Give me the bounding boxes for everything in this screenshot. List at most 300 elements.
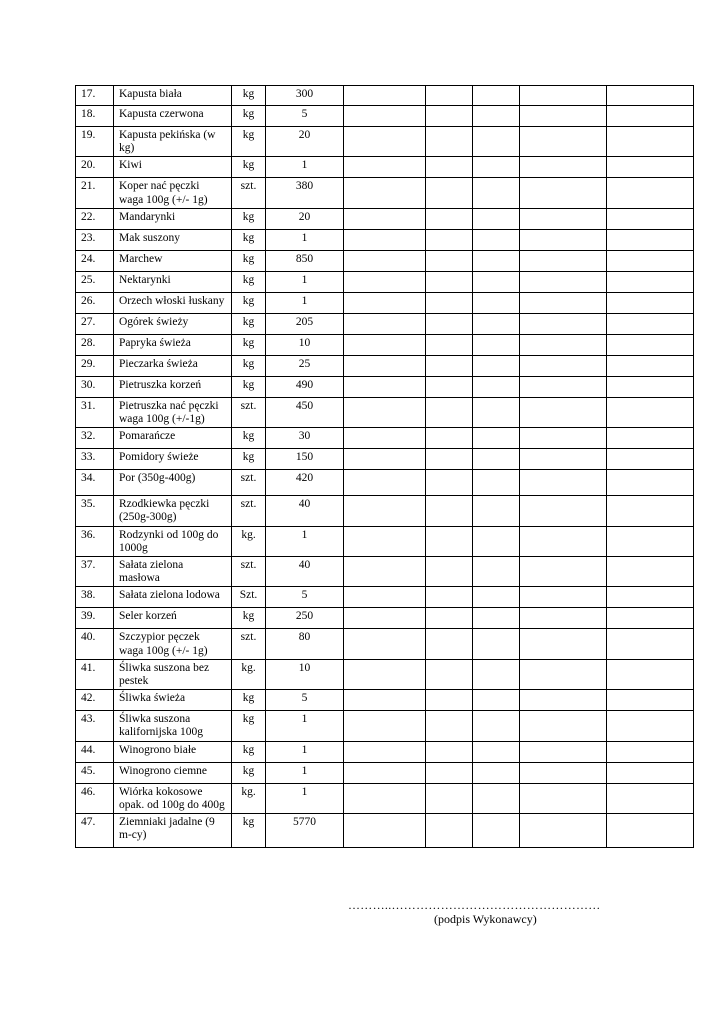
empty-cell — [344, 762, 426, 783]
row-number: 21. — [76, 178, 114, 208]
quantity: 20 — [266, 208, 344, 229]
empty-cell — [607, 470, 694, 496]
quantity: 150 — [266, 449, 344, 470]
empty-cell — [426, 470, 473, 496]
row-number: 29. — [76, 355, 114, 376]
unit-of-measure: kg — [232, 86, 266, 106]
quantity: 450 — [266, 397, 344, 427]
unit-of-measure: kg — [232, 208, 266, 229]
empty-cell — [607, 711, 694, 741]
row-number: 25. — [76, 271, 114, 292]
empty-cell — [473, 397, 520, 427]
empty-cell — [344, 496, 426, 526]
table-row — [76, 250, 694, 271]
empty-cell — [473, 292, 520, 313]
quantity: 420 — [266, 470, 344, 496]
empty-cell — [344, 711, 426, 741]
product-name: Pieczarka świeża — [114, 355, 232, 376]
row-number: 18. — [76, 106, 114, 127]
table-row — [76, 292, 694, 313]
product-name: Pomarańcze — [114, 428, 232, 449]
empty-cell — [520, 292, 607, 313]
empty-cell — [426, 157, 473, 178]
empty-cell — [473, 449, 520, 470]
empty-cell — [426, 814, 473, 848]
quantity: 1 — [266, 526, 344, 556]
empty-cell — [607, 86, 694, 106]
empty-cell — [426, 313, 473, 334]
unit-of-measure: kg. — [232, 526, 266, 556]
unit-of-measure: szt. — [232, 178, 266, 208]
table-row — [76, 397, 694, 427]
unit-of-measure: kg. — [232, 783, 266, 813]
product-name: Sałata zielona masłowa — [114, 557, 232, 587]
quantity: 205 — [266, 313, 344, 334]
unit-of-measure: kg. — [232, 659, 266, 689]
product-name: Seler korzeń — [114, 608, 232, 629]
unit-of-measure: kg — [232, 449, 266, 470]
empty-cell — [473, 86, 520, 106]
product-name: Szczypior pęczek waga 100g (+/- 1g) — [114, 629, 232, 659]
items-table — [75, 85, 694, 848]
table-row — [76, 313, 694, 334]
empty-cell — [473, 334, 520, 355]
empty-cell — [607, 449, 694, 470]
product-name: Pomidory świeże — [114, 449, 232, 470]
row-number: 19. — [76, 127, 114, 157]
product-name: Pietruszka korzeń — [114, 376, 232, 397]
product-name: Mak suszony — [114, 229, 232, 250]
table-row — [76, 711, 694, 741]
table-row — [76, 355, 694, 376]
product-name: Kiwi — [114, 157, 232, 178]
unit-of-measure: szt. — [232, 397, 266, 427]
empty-cell — [426, 292, 473, 313]
empty-cell — [473, 271, 520, 292]
quantity: 20 — [266, 127, 344, 157]
quantity: 10 — [266, 334, 344, 355]
empty-cell — [520, 711, 607, 741]
row-number: 23. — [76, 229, 114, 250]
product-name: Śliwka suszona kalifornijska 100g — [114, 711, 232, 741]
empty-cell — [344, 178, 426, 208]
empty-cell — [607, 127, 694, 157]
unit-of-measure: kg — [232, 711, 266, 741]
empty-cell — [426, 629, 473, 659]
table-row — [76, 741, 694, 762]
empty-cell — [473, 659, 520, 689]
empty-cell — [426, 659, 473, 689]
table-row — [76, 157, 694, 178]
row-number: 46. — [76, 783, 114, 813]
empty-cell — [520, 814, 607, 848]
signature-label: (podpis Wykonawcy) — [434, 912, 537, 926]
row-number: 32. — [76, 428, 114, 449]
table-row — [76, 587, 694, 608]
table-row — [76, 127, 694, 157]
table-row — [76, 496, 694, 526]
empty-cell — [607, 587, 694, 608]
empty-cell — [520, 762, 607, 783]
empty-cell — [344, 608, 426, 629]
row-number: 17. — [76, 86, 114, 106]
empty-cell — [344, 557, 426, 587]
empty-cell — [520, 629, 607, 659]
empty-cell — [520, 587, 607, 608]
unit-of-measure: szt. — [232, 496, 266, 526]
empty-cell — [520, 229, 607, 250]
row-number: 26. — [76, 292, 114, 313]
product-name: Rodzynki od 100g do 1000g — [114, 526, 232, 556]
empty-cell — [607, 355, 694, 376]
unit-of-measure: kg — [232, 157, 266, 178]
table-row — [76, 783, 694, 813]
row-number: 28. — [76, 334, 114, 355]
table-row — [76, 376, 694, 397]
empty-cell — [607, 178, 694, 208]
row-number: 35. — [76, 496, 114, 526]
row-number: 31. — [76, 397, 114, 427]
empty-cell — [607, 208, 694, 229]
empty-cell — [607, 292, 694, 313]
empty-cell — [607, 608, 694, 629]
empty-cell — [473, 178, 520, 208]
quantity: 380 — [266, 178, 344, 208]
empty-cell — [426, 271, 473, 292]
quantity: 1 — [266, 229, 344, 250]
unit-of-measure: szt. — [232, 470, 266, 496]
empty-cell — [520, 208, 607, 229]
empty-cell — [607, 376, 694, 397]
empty-cell — [344, 376, 426, 397]
table-row — [76, 428, 694, 449]
empty-cell — [473, 690, 520, 711]
empty-cell — [473, 762, 520, 783]
product-name: Koper nać pęczki waga 100g (+/- 1g) — [114, 178, 232, 208]
table-row — [76, 557, 694, 587]
unit-of-measure: kg — [232, 127, 266, 157]
table-row — [76, 229, 694, 250]
product-name: Orzech włoski łuskany — [114, 292, 232, 313]
unit-of-measure: kg — [232, 741, 266, 762]
quantity: 5 — [266, 106, 344, 127]
empty-cell — [344, 271, 426, 292]
empty-cell — [607, 690, 694, 711]
empty-cell — [473, 229, 520, 250]
empty-cell — [607, 659, 694, 689]
empty-cell — [473, 376, 520, 397]
empty-cell — [344, 86, 426, 106]
table-row — [76, 271, 694, 292]
quantity: 490 — [266, 376, 344, 397]
empty-cell — [426, 449, 473, 470]
empty-cell — [473, 157, 520, 178]
table-row — [76, 814, 694, 848]
empty-cell — [344, 229, 426, 250]
empty-cell — [607, 334, 694, 355]
unit-of-measure: kg — [232, 690, 266, 711]
empty-cell — [520, 428, 607, 449]
empty-cell — [426, 208, 473, 229]
row-number: 30. — [76, 376, 114, 397]
empty-cell — [520, 741, 607, 762]
empty-cell — [344, 292, 426, 313]
unit-of-measure: kg — [232, 250, 266, 271]
row-number: 36. — [76, 526, 114, 556]
empty-cell — [426, 86, 473, 106]
row-number: 45. — [76, 762, 114, 783]
empty-cell — [520, 690, 607, 711]
empty-cell — [520, 106, 607, 127]
empty-cell — [426, 250, 473, 271]
empty-cell — [520, 178, 607, 208]
empty-cell — [473, 313, 520, 334]
empty-cell — [473, 711, 520, 741]
empty-cell — [426, 376, 473, 397]
quantity: 30 — [266, 428, 344, 449]
quantity: 25 — [266, 355, 344, 376]
row-number: 22. — [76, 208, 114, 229]
empty-cell — [473, 250, 520, 271]
row-number: 33. — [76, 449, 114, 470]
empty-cell — [344, 106, 426, 127]
empty-cell — [344, 313, 426, 334]
table-row — [76, 334, 694, 355]
row-number: 43. — [76, 711, 114, 741]
quantity: 10 — [266, 659, 344, 689]
product-name: Wiórka kokosowe opak. od 100g do 400g — [114, 783, 232, 813]
empty-cell — [520, 271, 607, 292]
empty-cell — [426, 587, 473, 608]
unit-of-measure: kg — [232, 292, 266, 313]
items-table-body — [76, 86, 694, 848]
empty-cell — [520, 526, 607, 556]
empty-cell — [426, 526, 473, 556]
empty-cell — [426, 608, 473, 629]
row-number: 47. — [76, 814, 114, 848]
empty-cell — [426, 334, 473, 355]
signature-line: ………..…………………………………………… — [348, 898, 601, 912]
empty-cell — [344, 250, 426, 271]
quantity: 1 — [266, 711, 344, 741]
empty-cell — [426, 496, 473, 526]
table-row — [76, 449, 694, 470]
empty-cell — [473, 587, 520, 608]
empty-cell — [520, 659, 607, 689]
empty-cell — [426, 229, 473, 250]
product-name: Rzodkiewka pęczki (250g-300g) — [114, 496, 232, 526]
unit-of-measure: kg — [232, 229, 266, 250]
empty-cell — [520, 496, 607, 526]
empty-cell — [473, 428, 520, 449]
empty-cell — [344, 428, 426, 449]
empty-cell — [607, 250, 694, 271]
empty-cell — [426, 355, 473, 376]
product-name: Papryka świeża — [114, 334, 232, 355]
empty-cell — [426, 711, 473, 741]
empty-cell — [607, 313, 694, 334]
empty-cell — [473, 557, 520, 587]
unit-of-measure: kg — [232, 355, 266, 376]
unit-of-measure: szt. — [232, 629, 266, 659]
empty-cell — [426, 178, 473, 208]
empty-cell — [520, 334, 607, 355]
empty-cell — [426, 690, 473, 711]
quantity: 5 — [266, 690, 344, 711]
table-row — [76, 762, 694, 783]
empty-cell — [520, 157, 607, 178]
empty-cell — [607, 762, 694, 783]
table-row — [76, 178, 694, 208]
empty-cell — [344, 449, 426, 470]
product-name: Pietruszka nać pęczki waga 100g (+/-1g) — [114, 397, 232, 427]
empty-cell — [607, 157, 694, 178]
empty-cell — [473, 629, 520, 659]
product-name: Kapusta pekińska (w kg) — [114, 127, 232, 157]
empty-cell — [473, 814, 520, 848]
empty-cell — [607, 557, 694, 587]
empty-cell — [426, 106, 473, 127]
empty-cell — [520, 313, 607, 334]
empty-cell — [426, 127, 473, 157]
empty-cell — [426, 762, 473, 783]
empty-cell — [607, 271, 694, 292]
empty-cell — [520, 470, 607, 496]
empty-cell — [473, 355, 520, 376]
empty-cell — [473, 608, 520, 629]
row-number: 39. — [76, 608, 114, 629]
product-name: Kapusta biała — [114, 86, 232, 106]
empty-cell — [607, 629, 694, 659]
product-name: Winogrono ciemne — [114, 762, 232, 783]
empty-cell — [473, 783, 520, 813]
quantity: 1 — [266, 741, 344, 762]
unit-of-measure: kg — [232, 313, 266, 334]
empty-cell — [473, 208, 520, 229]
empty-cell — [607, 783, 694, 813]
table-row — [76, 208, 694, 229]
empty-cell — [344, 526, 426, 556]
empty-cell — [344, 334, 426, 355]
row-number: 41. — [76, 659, 114, 689]
empty-cell — [344, 127, 426, 157]
empty-cell — [520, 397, 607, 427]
product-name: Nektarynki — [114, 271, 232, 292]
quantity: 250 — [266, 608, 344, 629]
empty-cell — [520, 376, 607, 397]
empty-cell — [607, 229, 694, 250]
product-name: Śliwka suszona bez pestek — [114, 659, 232, 689]
product-name: Winogrono białe — [114, 741, 232, 762]
quantity: 1 — [266, 157, 344, 178]
product-name: Ogórek świeży — [114, 313, 232, 334]
row-number: 27. — [76, 313, 114, 334]
empty-cell — [344, 741, 426, 762]
empty-cell — [607, 496, 694, 526]
empty-cell — [607, 741, 694, 762]
unit-of-measure: kg — [232, 334, 266, 355]
table-row — [76, 629, 694, 659]
unit-of-measure: kg — [232, 814, 266, 848]
unit-of-measure: kg — [232, 428, 266, 449]
empty-cell — [344, 783, 426, 813]
empty-cell — [607, 526, 694, 556]
empty-cell — [344, 814, 426, 848]
empty-cell — [473, 526, 520, 556]
table-row — [76, 86, 694, 106]
unit-of-measure: szt. — [232, 557, 266, 587]
empty-cell — [426, 428, 473, 449]
row-number: 42. — [76, 690, 114, 711]
unit-of-measure: kg — [232, 608, 266, 629]
empty-cell — [344, 397, 426, 427]
row-number: 40. — [76, 629, 114, 659]
quantity: 80 — [266, 629, 344, 659]
quantity: 1 — [266, 271, 344, 292]
empty-cell — [520, 608, 607, 629]
empty-cell — [607, 428, 694, 449]
empty-cell — [473, 106, 520, 127]
empty-cell — [426, 783, 473, 813]
row-number: 34. — [76, 470, 114, 496]
empty-cell — [426, 741, 473, 762]
empty-cell — [344, 629, 426, 659]
unit-of-measure: Szt. — [232, 587, 266, 608]
row-number: 24. — [76, 250, 114, 271]
quantity: 5 — [266, 587, 344, 608]
empty-cell — [520, 783, 607, 813]
unit-of-measure: kg — [232, 271, 266, 292]
empty-cell — [426, 397, 473, 427]
empty-cell — [473, 470, 520, 496]
empty-cell — [344, 208, 426, 229]
empty-cell — [344, 355, 426, 376]
quantity: 300 — [266, 86, 344, 106]
empty-cell — [344, 587, 426, 608]
unit-of-measure: kg — [232, 762, 266, 783]
quantity: 5770 — [266, 814, 344, 848]
unit-of-measure: kg — [232, 376, 266, 397]
empty-cell — [473, 496, 520, 526]
row-number: 38. — [76, 587, 114, 608]
empty-cell — [473, 741, 520, 762]
empty-cell — [520, 86, 607, 106]
quantity: 1 — [266, 292, 344, 313]
product-name: Sałata zielona lodowa — [114, 587, 232, 608]
product-name: Mandarynki — [114, 208, 232, 229]
empty-cell — [426, 557, 473, 587]
empty-cell — [520, 355, 607, 376]
quantity: 40 — [266, 557, 344, 587]
empty-cell — [344, 470, 426, 496]
empty-cell — [607, 814, 694, 848]
empty-cell — [520, 557, 607, 587]
empty-cell — [607, 397, 694, 427]
quantity: 40 — [266, 496, 344, 526]
empty-cell — [344, 690, 426, 711]
product-name: Ziemniaki jadalne (9 m-cy) — [114, 814, 232, 848]
empty-cell — [344, 659, 426, 689]
empty-cell — [473, 127, 520, 157]
table-row — [76, 470, 694, 496]
row-number: 37. — [76, 557, 114, 587]
table-row — [76, 608, 694, 629]
quantity: 1 — [266, 762, 344, 783]
table-row — [76, 690, 694, 711]
empty-cell — [520, 127, 607, 157]
table-row — [76, 659, 694, 689]
row-number: 20. — [76, 157, 114, 178]
